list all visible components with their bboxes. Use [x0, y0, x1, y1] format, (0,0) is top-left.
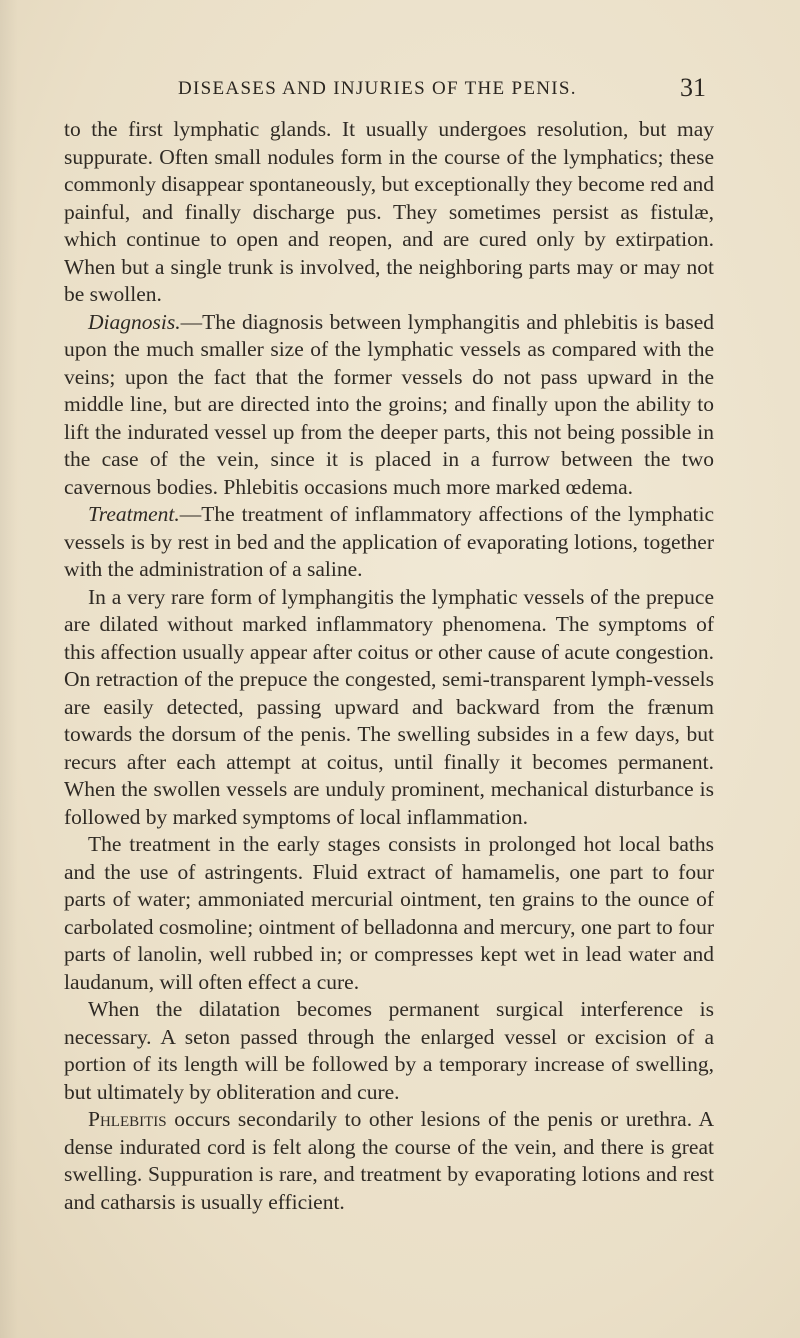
paragraph-text: The treatment in the early stages consists in prolonged hot local baths and the use of astringents. Fluid extract of hamamelis, one part to four parts of water; ammoniated mercurial ointment, ten grains to the ounce of carbolated cosmoline; ointment of belladonna and mercury, one part to four parts of lanolin, well rubbed in; or compresses kept wet in lead water and laudanum, will often effect a cure. [64, 832, 714, 994]
paragraph-dilatation [64, 996, 714, 1106]
page-number: 31 [680, 73, 706, 102]
paragraph-text: When the dilatation becomes permanent surgical interference is necessary. A seton passed through the enlarged vessel or excision of a portion of its length will be followed by a temporary increase of swelling, but ultimately by obliteration and cure. [64, 997, 714, 1104]
paragraph-continuation [64, 116, 714, 309]
paragraph-text: to the first lymphatic glands. It usually undergoes resolution, but may suppurate. Often small nodules form in the course of the lymphatics; these commonly disappear spontaneously, but exceptionally they become red and painful, and finally discharge pus. They sometimes persist as fistulæ, which continue to open and reopen, and are cured only by extirpation. When but a single trunk is involved, the neighboring parts may or may not be swollen. [64, 117, 714, 306]
paragraph-rare-form [64, 584, 714, 832]
paragraph-early-treatment [64, 831, 714, 996]
paragraph-text: In a very rare form of lymphangitis the lymphatic vessels of the prepuce are dilated without marked inflammatory phenomena. The symptoms of this affection usually appear after coitus or other cause of acute congestion. On retraction of the prepuce the congested, semi-transparent lymph-vessels are easily detected, passing upward and backward from the frænum towards the dorsum of the penis. The swelling subsides in a few days, but recurs after each attempt at coitus, until finally it becomes permanent. When the swollen vessels are unduly prominent, mechanical disturbance is followed by marked symptoms of local inflammation. [64, 584, 714, 829]
running-head: DISEASES AND INJURIES OF THE PENIS. [178, 78, 577, 99]
body-text [64, 116, 714, 1216]
paragraph-phlebitis [64, 1106, 714, 1216]
paragraph-treatment [64, 501, 714, 584]
paragraph-text: —The treatment of inflammatory affections of the lymphatic vessels is by rest in bed and the application of evaporating lotions, together with the administration of a saline. [64, 502, 714, 581]
paragraph-text: occurs secondarily to other lesions of the penis or urethra. A dense indurated cord is felt along the course of the vein, and there is great swelling. Suppuration is rare, and treatment by evaporating lotions and rest and catharsis is usually efficient. [64, 1107, 714, 1214]
run-in-heading-diagnosis: Diagnosis. [88, 309, 181, 334]
run-in-heading-treatment: Treatment. [88, 502, 180, 526]
run-in-heading-phlebitis: Phlebitis [88, 1107, 167, 1131]
paragraph-text: —The diagnosis between lymphangitis and phlebitis is based upon the much smaller size of the lymphatic vessels as compared with the veins; upon the fact that the former vessels do not pass upward in the middle line, but are directed into the groins; and finally upon the ability to lift the indurated vessel up from the deeper parts, this not being possible in the case of the vein, since it is placed in a furrow between the two cavernous bodies. Phlebitis occasions much more marked œdema. [64, 309, 714, 499]
paragraph-diagnosis [64, 309, 714, 502]
